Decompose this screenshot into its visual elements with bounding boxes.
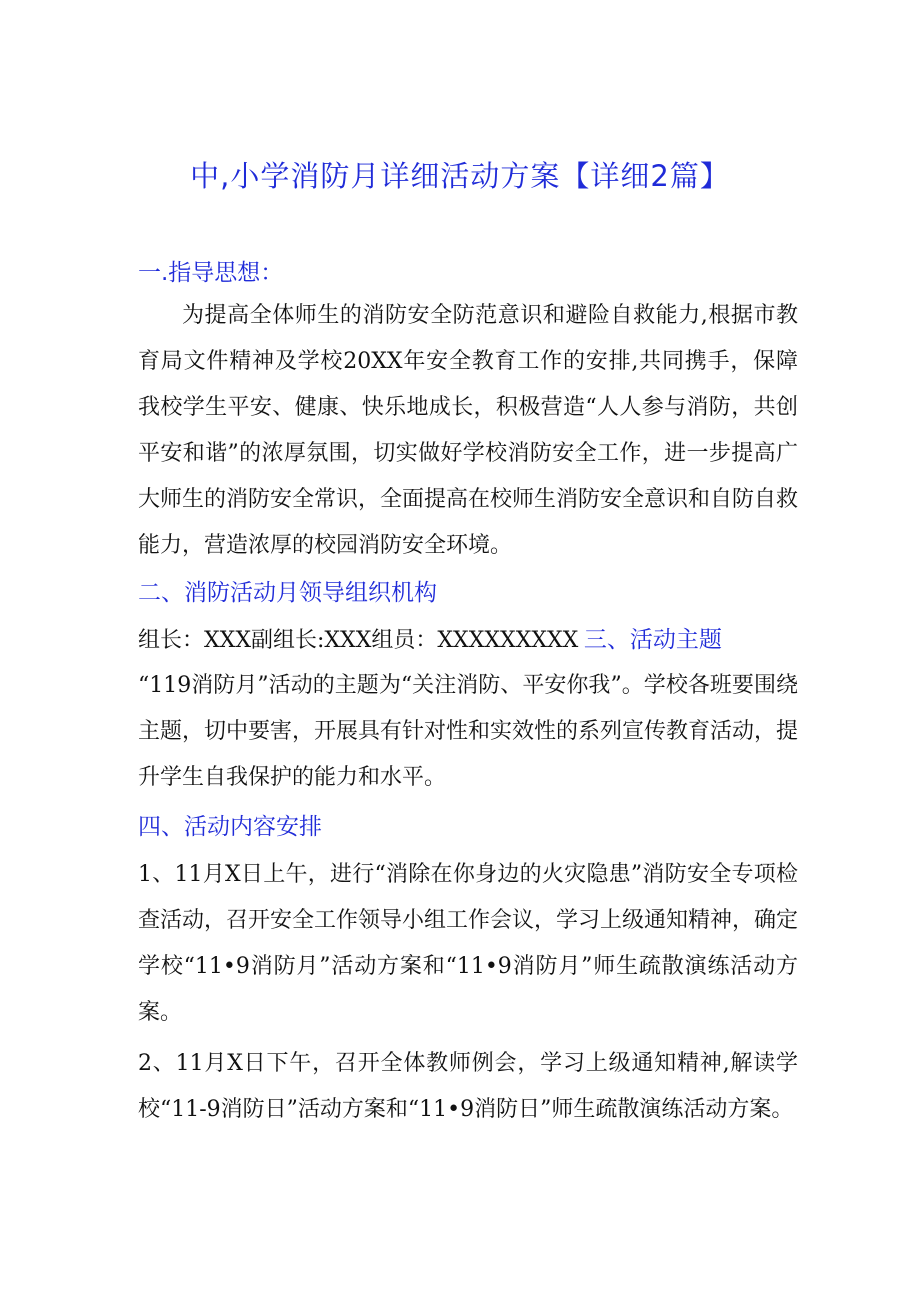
document-title: 中,小学消防月详细活动方案【详细2篇】 — [190, 159, 730, 193]
section-heading-theme: 三、活动主题 — [583, 627, 722, 653]
organization-line — [138, 624, 722, 657]
activity-item-2: 2、11月X日下午，召开全体教师例会，学习上级通知精神,解读学校“11-9消防日”活动方案和“11•9消防日”师生疏散演练活动方案。 — [138, 1051, 798, 1122]
section-heading-organization: 二、消防活动月领导组织机构 — [138, 580, 437, 606]
section-heading-activities: 四、活动内容安排 — [138, 814, 322, 840]
activity-item-1: 1、11月X日上午，进行“消除在你身边的火灾隐患”消防安全专项检查活动，召开安全工作领导小组工作会议，学习上级通知精神，确定学校“11•9消防月”活动方案和“11•9消防月”师生疏散演练活动方案。 — [138, 862, 799, 1025]
organization-members: 组长：XXX副组长:XXX组员：XXXXXXXXX — [138, 628, 579, 653]
section-heading-guiding-ideology: 一.指导思想： — [138, 260, 284, 286]
guiding-ideology-paragraph: 为提高全体师生的消防安全防范意识和避险自救能力,根据市教育局文件精神及学校20XX年安全教育工作的安排,共同携手，保障我校学生平安、健康、快乐地成长，积极营造“人人参与消防，共创平安和谐”的浓厚氛围，切实做好学校消防安全工作，进一步提高广大师生的消防安全常识，全面提高在校师生消防安全意识和自防自救能力，营造浓厚的校园消防安全环境。 — [138, 303, 799, 558]
theme-paragraph: “119消防月”活动的主题为“关注消防、平安你我”。学校各班要围绕主题，切中要害，开展具有针对性和实效性的系列宣传教育活动，提升学生自我保护的能力和水平。 — [138, 673, 799, 790]
